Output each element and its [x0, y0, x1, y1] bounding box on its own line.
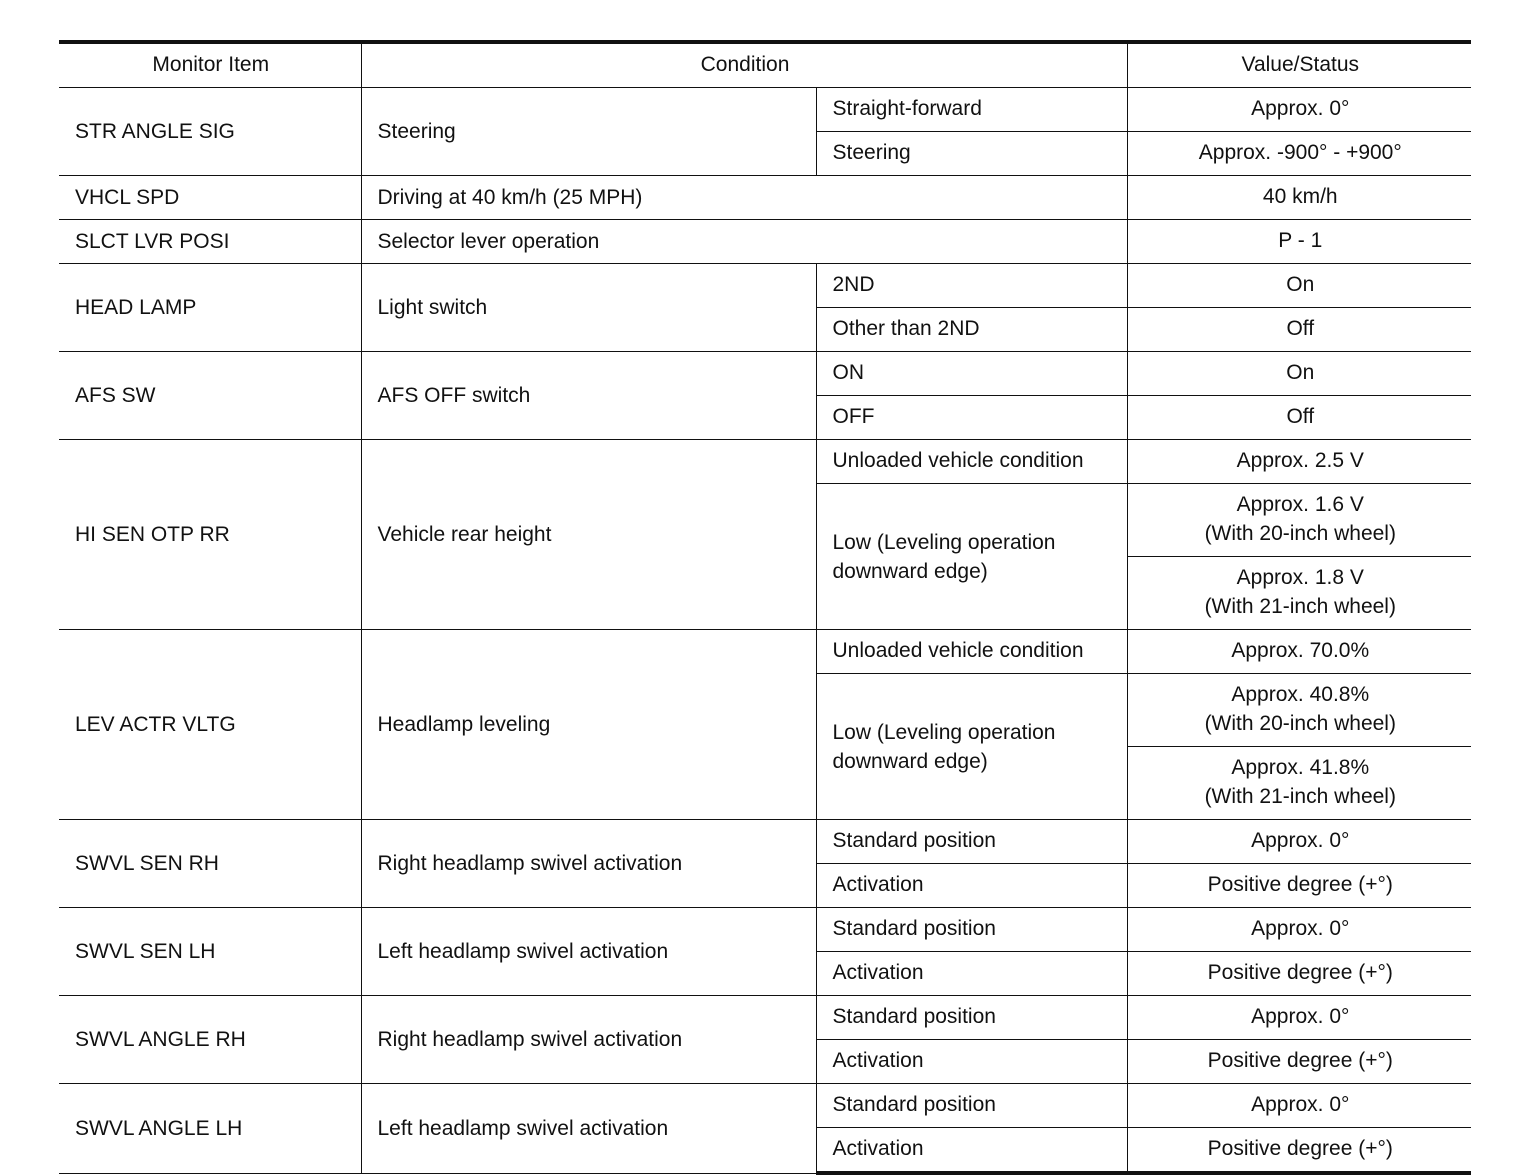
value-status: P - 1	[1127, 220, 1471, 264]
value-status: Positive degree (+°)	[1127, 864, 1471, 908]
monitor-item: STR ANGLE SIG	[59, 88, 361, 176]
condition: AFS OFF switch	[361, 352, 816, 440]
table-row	[59, 220, 1471, 264]
value-text: Approx. 40.8%	[1231, 683, 1370, 706]
table-row	[59, 630, 1471, 674]
header-value-status: Value/Status	[1127, 42, 1471, 88]
sub-condition: Unloaded vehicle condition	[816, 440, 1127, 484]
sub-condition: Standard position	[816, 820, 1127, 864]
sub-condition: Straight-forward	[816, 88, 1127, 132]
sub-condition: ON	[816, 352, 1127, 396]
value-status	[1127, 557, 1471, 630]
table-row	[59, 440, 1471, 484]
value-status: Approx. 70.0%	[1127, 630, 1471, 674]
condition: Left headlamp swivel activation	[361, 908, 816, 996]
value-note: (With 21-inch wheel)	[1204, 595, 1396, 618]
header-condition: Condition	[361, 42, 1127, 88]
monitor-item: SWVL ANGLE LH	[59, 1084, 361, 1174]
monitor-item: SLCT LVR POSI	[59, 220, 361, 264]
table-row	[59, 1084, 1471, 1128]
condition: Selector lever operation	[361, 220, 1127, 264]
value-status	[1127, 747, 1471, 820]
value-status: Approx. 0°	[1127, 820, 1471, 864]
value-status: Approx. 2.5 V	[1127, 440, 1471, 484]
sub-condition: 2ND	[816, 264, 1127, 308]
value-status	[1127, 484, 1471, 557]
condition: Vehicle rear height	[361, 440, 816, 630]
value-note: (With 20-inch wheel)	[1204, 522, 1396, 545]
monitor-item: AFS SW	[59, 352, 361, 440]
sub-condition: Activation	[816, 864, 1127, 908]
value-status: Approx. -900° - +900°	[1127, 132, 1471, 176]
sub-condition: Low (Leveling operation downward edge)	[816, 674, 1127, 820]
value-status: 40 km/h	[1127, 176, 1471, 220]
value-text: Approx. 41.8%	[1231, 756, 1370, 779]
sub-condition: Standard position	[816, 1084, 1127, 1128]
sub-condition: Other than 2ND	[816, 308, 1127, 352]
condition: Left headlamp swivel activation	[361, 1084, 816, 1174]
condition: Steering	[361, 88, 816, 176]
value-status	[1127, 674, 1471, 747]
sub-condition: Activation	[816, 1040, 1127, 1084]
value-status: Approx. 0°	[1127, 996, 1471, 1040]
value-status: Positive degree (+°)	[1127, 952, 1471, 996]
value-note: (With 21-inch wheel)	[1204, 785, 1396, 808]
monitor-table	[59, 40, 1471, 1175]
condition: Right headlamp swivel activation	[361, 996, 816, 1084]
monitor-item: HI SEN OTP RR	[59, 440, 361, 630]
value-note: (With 20-inch wheel)	[1204, 712, 1396, 735]
header-monitor-item: Monitor Item	[59, 42, 361, 88]
condition: Right headlamp swivel activation	[361, 820, 816, 908]
value-status: On	[1127, 352, 1471, 396]
value-text: Approx. 1.6 V	[1236, 493, 1364, 516]
sub-condition: Unloaded vehicle condition	[816, 630, 1127, 674]
value-status: Off	[1127, 396, 1471, 440]
value-status: Approx. 0°	[1127, 88, 1471, 132]
monitor-item: HEAD LAMP	[59, 264, 361, 352]
value-text: Approx. 1.8 V	[1236, 566, 1364, 589]
monitor-item: LEV ACTR VLTG	[59, 630, 361, 820]
condition: Headlamp leveling	[361, 630, 816, 820]
table-row	[59, 264, 1471, 308]
condition: Light switch	[361, 264, 816, 352]
table-row	[59, 352, 1471, 396]
value-status: Approx. 0°	[1127, 908, 1471, 952]
sub-condition: Steering	[816, 132, 1127, 176]
monitor-item: SWVL SEN RH	[59, 820, 361, 908]
value-status: Approx. 0°	[1127, 1084, 1471, 1128]
value-status: On	[1127, 264, 1471, 308]
sub-condition: Activation	[816, 1128, 1127, 1174]
sub-condition: Low (Leveling operation downward edge)	[816, 484, 1127, 630]
table-row	[59, 176, 1471, 220]
sub-condition: OFF	[816, 396, 1127, 440]
value-status: Positive degree (+°)	[1127, 1128, 1471, 1174]
sub-condition: Activation	[816, 952, 1127, 996]
monitor-item: SWVL SEN LH	[59, 908, 361, 996]
condition: Driving at 40 km/h (25 MPH)	[361, 176, 1127, 220]
sub-condition: Standard position	[816, 996, 1127, 1040]
monitor-item: VHCL SPD	[59, 176, 361, 220]
value-status: Off	[1127, 308, 1471, 352]
sub-condition: Standard position	[816, 908, 1127, 952]
table-row	[59, 996, 1471, 1040]
table-row	[59, 908, 1471, 952]
value-status: Positive degree (+°)	[1127, 1040, 1471, 1084]
header-row	[59, 42, 1471, 88]
table-row	[59, 88, 1471, 132]
table-row	[59, 820, 1471, 864]
monitor-item: SWVL ANGLE RH	[59, 996, 361, 1084]
